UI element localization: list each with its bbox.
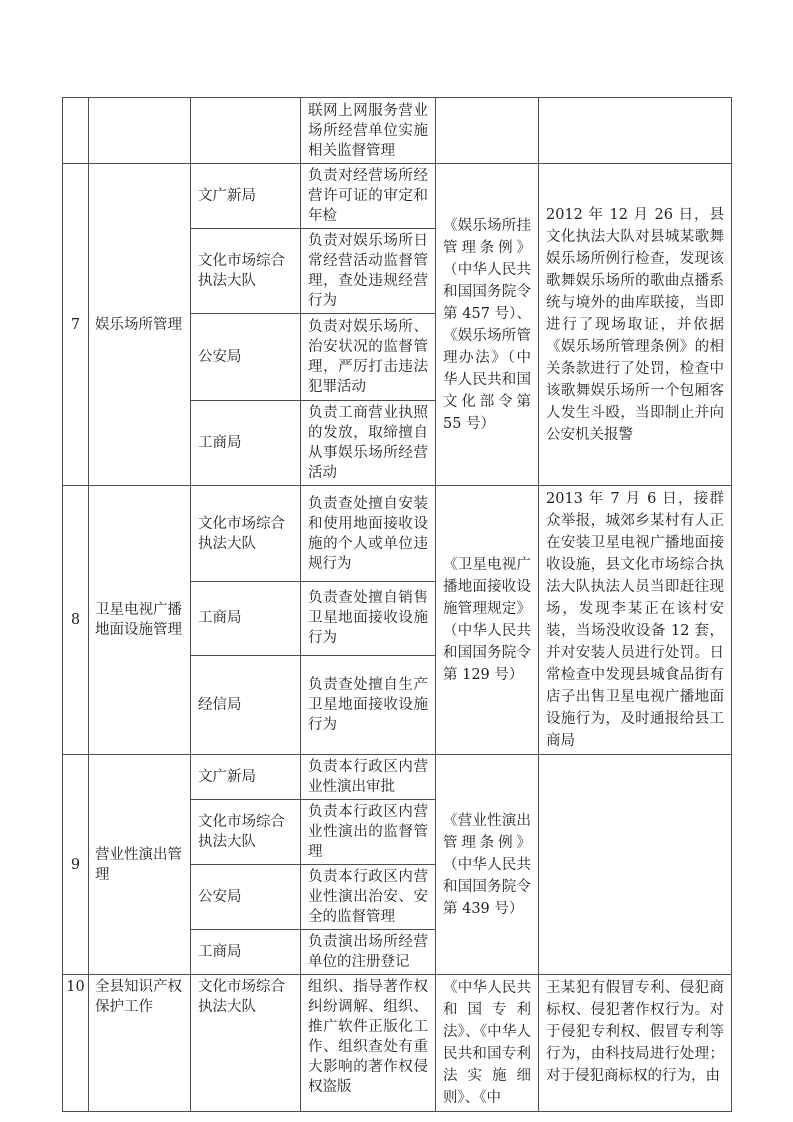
department-cell: 公安局: [191, 314, 301, 401]
department-cell: 文化市场综合执法大队: [191, 800, 301, 865]
case-cell: 2012 年 12 月 26 日，县文化执法大队对县城某歌舞娱乐场所例行检查，发现该歌舞娱乐场所的歌曲点播系统与境外的曲库联接，当即进行了现场取证，并依据《娱乐场所管理条例》的相关条款进行了处罚，检查中该歌舞娱乐场所一个包厢客人发生斗殴，当即制止并向公安机关报警: [539, 164, 732, 486]
duty-table: [62, 97, 732, 1112]
table-row: [63, 486, 732, 582]
legal-basis-cell: 《营业性演出管理条例》（中华人民共和国国务院令第 439 号）: [436, 755, 539, 975]
seq-cell: 7: [63, 164, 89, 486]
department-cell: 文化市场综合执法大队: [191, 486, 301, 582]
department-cell: 文广新局: [191, 755, 301, 800]
seq-cell: 8: [63, 486, 89, 755]
department-cell: 文化市场综合执法大队: [191, 229, 301, 314]
duty-cell: 负责本行政区内营业性演出的监督管理: [301, 800, 436, 865]
department-cell-empty: [191, 98, 301, 164]
duty-cell: 负责本行政区内营业性演出治安、安全的监督管理: [301, 865, 436, 930]
case-cell: 2013 年 7 月 6 日，接群众举报，城郊乡某村有人正在安装卫星电视广播地面接收设施，县文化市场综合执法大队执法人员当即赶往现场，发现李某正在该村安装，当场没收设备 12 套，并对安装人员进行处罚。日常检查中发现县城食品街有店子出售卫星电视广播地面设施行为，及时通报给县工商局: [539, 486, 732, 755]
duty-cell: 负责查处擅自销售卫星地面接收设施行为: [301, 582, 436, 655]
department-cell: 经信局: [191, 655, 301, 754]
legal-basis-cell-empty: [436, 98, 539, 164]
department-cell: 文化市场综合执法大队: [191, 975, 301, 1112]
table-row-carryover: [63, 98, 732, 164]
duty-cell: 负责查处擅自安装和使用地面接收设施的个人或单位违规行为: [301, 486, 436, 582]
duty-cell: 负责查处擅自生产卫星地面接收设施行为: [301, 655, 436, 754]
table-row: [63, 164, 732, 229]
duty-cell: 负责对经营场所经营许可证的审定和年检: [301, 164, 436, 229]
case-cell-empty: [539, 98, 732, 164]
duty-cell: 组织、指导著作权纠纷调解、组织、推广软件正版化工作、组织查处有重大影响的著作权侵权盗版: [301, 975, 436, 1112]
case-cell: [539, 755, 732, 975]
department-cell: 文广新局: [191, 164, 301, 229]
department-cell: 工商局: [191, 930, 301, 975]
category-cell-empty: [89, 98, 191, 164]
seq-cell: 9: [63, 755, 89, 975]
category-cell: 卫星电视广播地面设施管理: [89, 486, 191, 755]
duty-cell: 负责工商营业执照的发放，取缔擅自从事娱乐场所经营活动: [301, 401, 436, 486]
department-cell: 工商局: [191, 582, 301, 655]
category-cell: 娱乐场所管理: [89, 164, 191, 486]
seq-cell-empty: [63, 98, 89, 164]
legal-basis-cell: 《娱乐场所挂管理条例》（中华人民共和国国务院令第 457 号）、《娱乐场所管理办法》（中华人民共和国文化部令第 55 号）: [436, 164, 539, 486]
duty-cell: 负责演出场所经营单位的注册登记: [301, 930, 436, 975]
table-row: [63, 755, 732, 800]
table-row: [63, 975, 732, 1112]
duty-cell: 负责对娱乐场所、治安状况的监督管理，严厉打击违法犯罪活动: [301, 314, 436, 401]
category-cell: 营业性演出管理: [89, 755, 191, 975]
duty-cell: 负责本行政区内营业性演出审批: [301, 755, 436, 800]
duty-cell: 负责对娱乐场所日常经营活动监督管理，查处违规经营行为: [301, 229, 436, 314]
category-cell: 全县知识产权保护工作: [89, 975, 191, 1112]
carryover-duty-cell: 联网上网服务营业场所经营单位实施相关监督管理: [301, 98, 436, 164]
case-cell: 王某犯有假冒专利、侵犯商标权、侵犯著作权行为。对于侵犯专利权、假冒专利等行为，由科技局进行处理；对于侵犯商标权的行为，由: [539, 975, 732, 1112]
legal-basis-cell: 《卫星电视广播地面接收设施管理规定》（中华人民共和国国务院令第 129 号）: [436, 486, 539, 755]
department-cell: 公安局: [191, 865, 301, 930]
seq-cell: 10: [63, 975, 89, 1112]
legal-basis-cell: 《中华人民共和国专利法》、《中华人民共和国专利法实施细则》、《中: [436, 975, 539, 1112]
department-cell: 工商局: [191, 401, 301, 486]
